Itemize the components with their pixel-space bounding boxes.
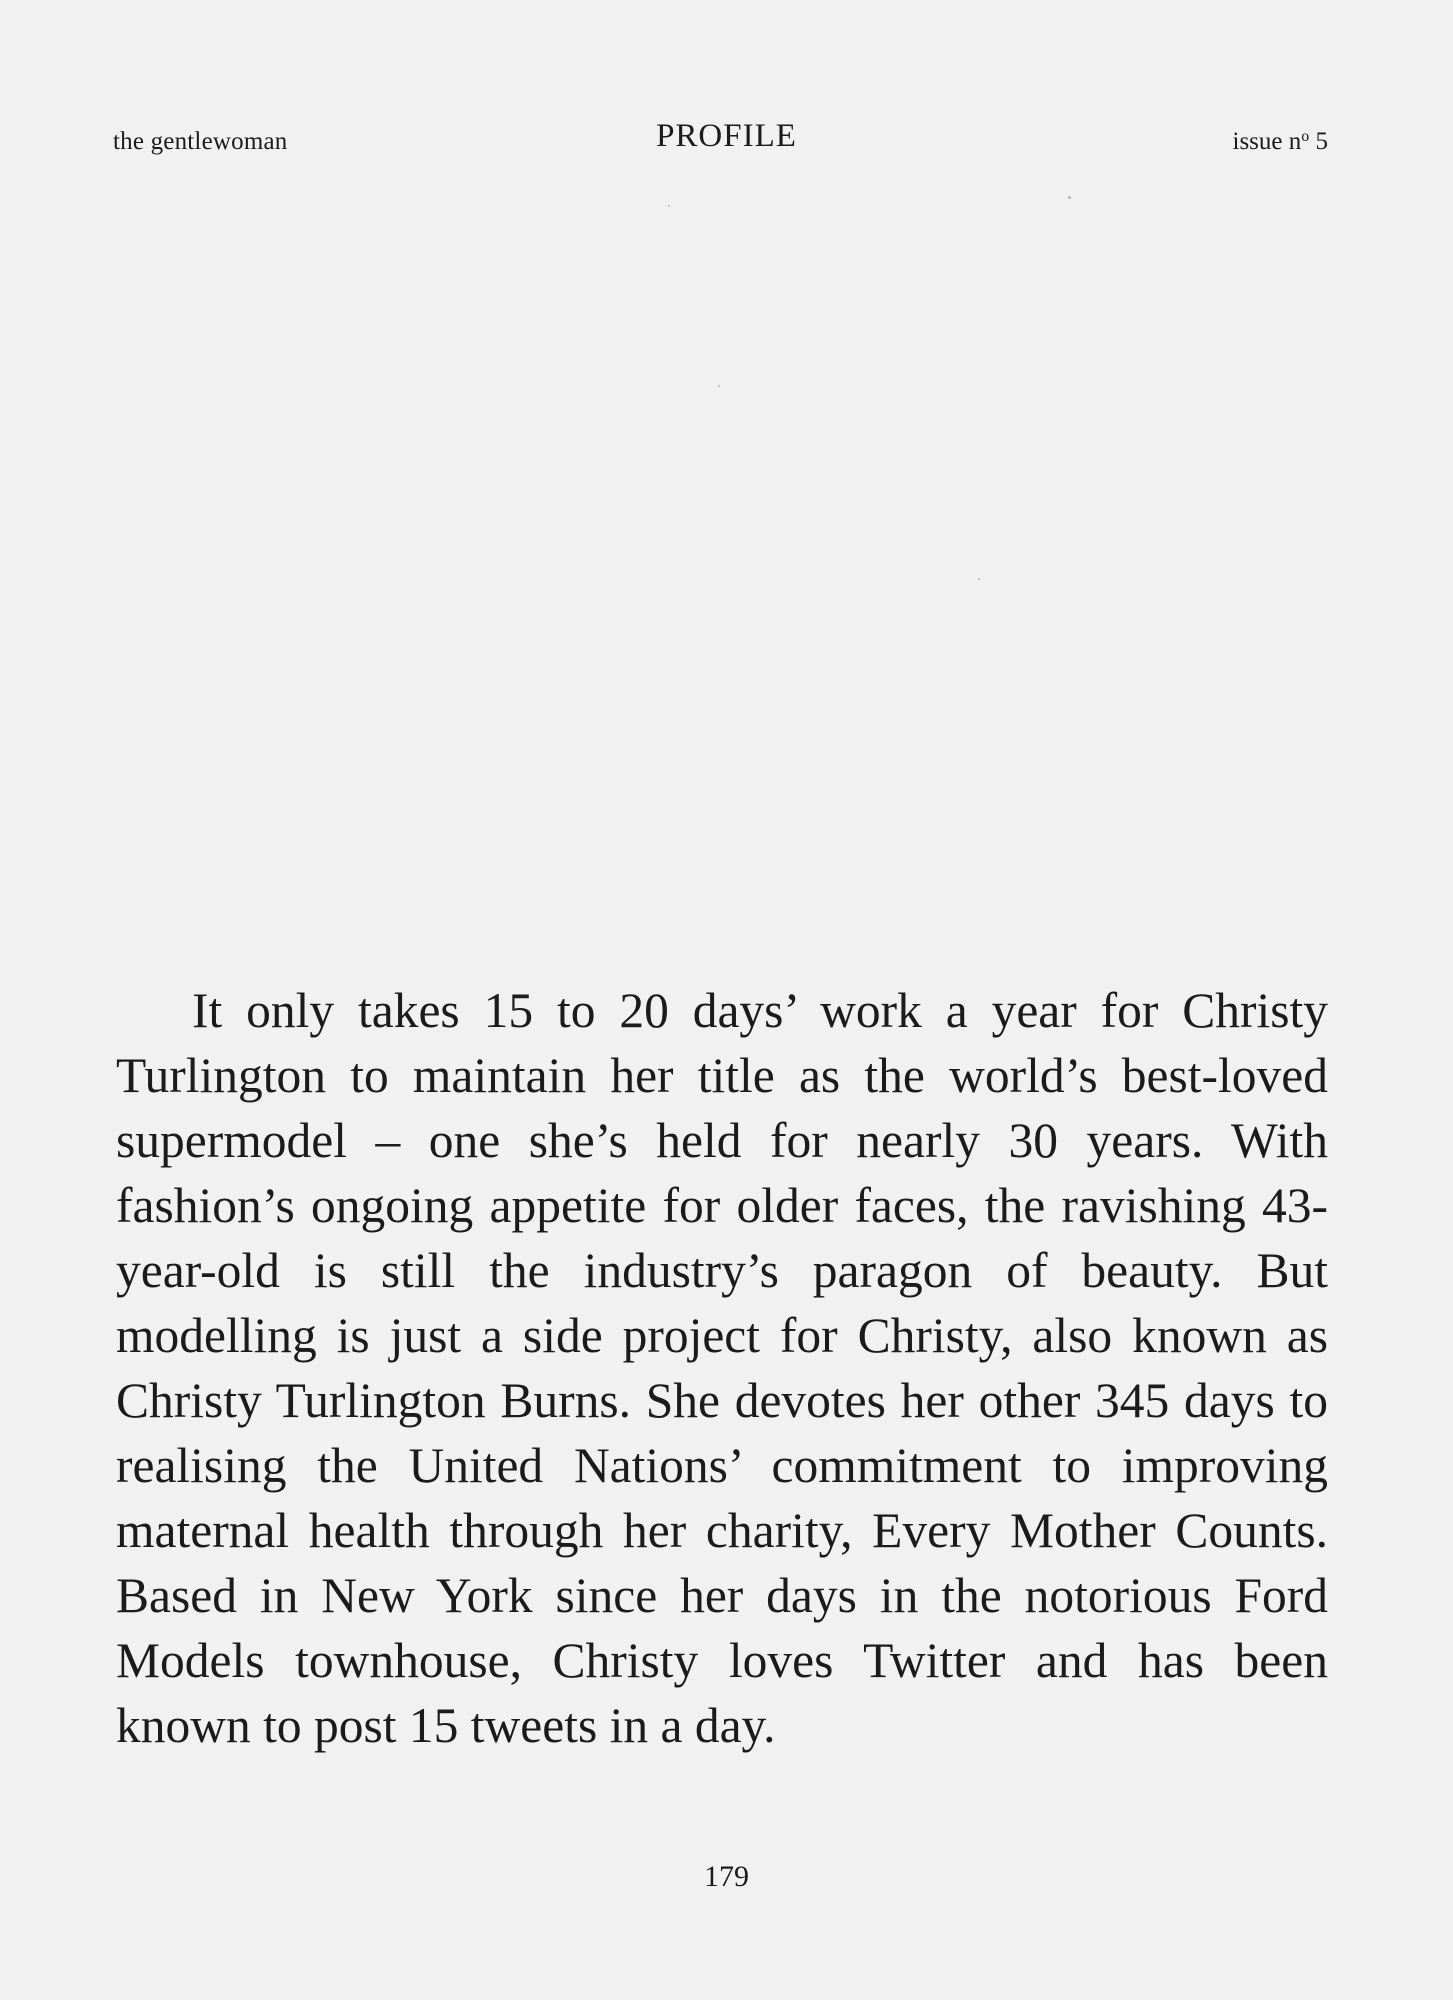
issue-value: 5 — [1309, 128, 1328, 155]
publication-name: the gentlewoman — [113, 128, 288, 155]
page-number: 179 — [704, 1860, 749, 1893]
paper-speck — [978, 578, 980, 580]
paper-speck — [1068, 196, 1071, 199]
issue-prefix: issue n — [1232, 128, 1302, 155]
article-paragraph: It only takes 15 to 20 days’ work a year for Christy Turlington to maintain her title as the world’s best-loved supermodel – one she’s held for nearly 30 years. With fashion’s ongoing appetite for older faces, the ravishing 43-year-old is still the industry’s paragon of beauty. But modelling is just a side project for Christy, also known as Christy Turlington Burns. She devotes her other 345 days to realising the United Nations’ commitment to improving maternal health through her charity, Every Mother Counts. Based in New York since her days in the notorious Ford Models townhouse, Christy loves Twitter and has been known to post 15 tweets in a day. — [116, 983, 1328, 1753]
paper-speck — [668, 205, 670, 207]
issue-superscript: o — [1301, 128, 1310, 145]
section-title: PROFILE — [656, 118, 797, 154]
paper-speck — [718, 385, 720, 387]
issue-number — [1233, 128, 1329, 156]
